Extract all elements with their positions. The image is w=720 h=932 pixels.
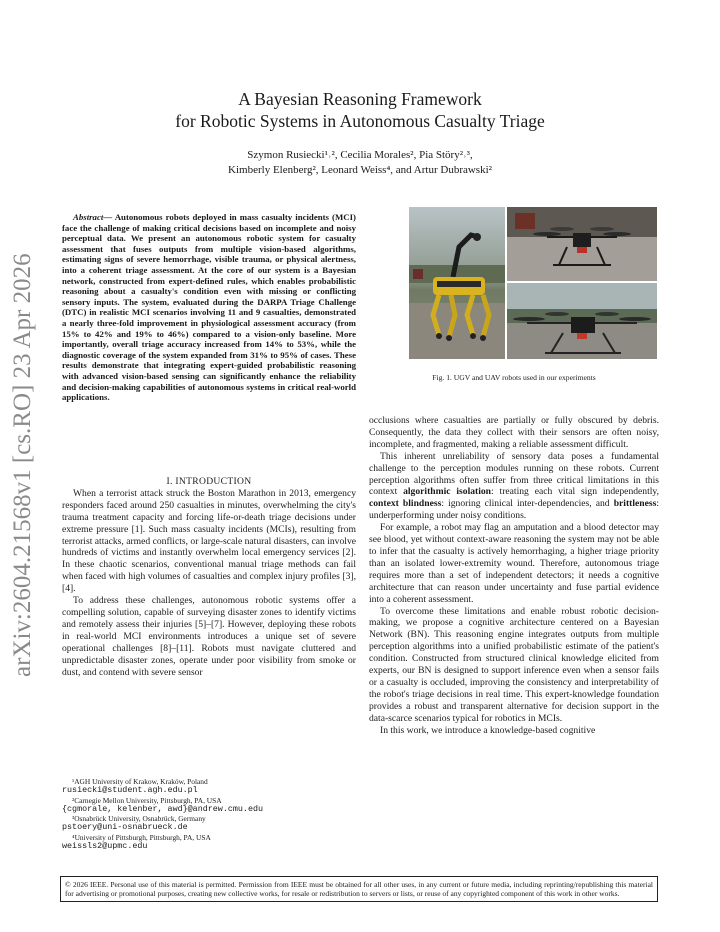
email-2: {cgmorale, kelenber, awd}@andrew.cmu.edu xyxy=(62,803,264,814)
term-algorithmic-isolation: algorithmic isolation xyxy=(403,486,492,498)
title-line-2: for Robotic Systems in Autonomous Casualty Triage xyxy=(175,111,545,131)
intro-paragraph-2: To address these challenges, autonomous robotic systems offer a compelling solution, capable of surveying disaster zones to identify victims and remotely assess their injuries [5]–[7]. However, deploying these robots in real-world MCI environments introduces a unique set of severe operational challenges [8]–[11]. Robots must navigate cluttered and unpredictable disaster zones, operate under poor visibility from smoke or dust, and contend with severe sensor xyxy=(62,595,356,678)
affiliation-4: ⁴University of Pittsburgh, Pittsburgh, PA, USA xyxy=(72,832,211,842)
right-paragraph-5: In this work, we introduce a knowledge-based cognitive xyxy=(380,724,596,736)
ugv-robot-photo xyxy=(409,207,505,359)
uav-landed-photo xyxy=(507,283,657,359)
figure-caption: Fig. 1. UGV and UAV robots used in our experiments xyxy=(432,373,596,382)
paper-title xyxy=(0,88,720,132)
title-line-1: A Bayesian Reasoning Framework xyxy=(238,89,482,109)
footnote-4 xyxy=(62,833,356,852)
affiliation-3: ³Osnabrück University, Osnabrück, Germany xyxy=(72,814,206,824)
authors-line-2: Kimberly Elenberg², Leonard Weiss⁴, and Artur Dubrawski² xyxy=(228,164,492,176)
copyright-notice: © 2026 IEEE. Personal use of this material is permitted. Permission from IEEE must be obtained for all other uses, in any current or future media, including reprinting/republishing this material for advertising or promotional purposes, creating new collective works, for resale or redistribution to servers or lists, or reuse of any copyrighted component of this work in other works. xyxy=(60,876,658,902)
footnote-1 xyxy=(62,777,356,796)
limitations-mid-1: : treating each vital sign independently, xyxy=(491,486,659,498)
affiliation-footnotes xyxy=(62,777,356,851)
footnote-2 xyxy=(62,796,356,815)
left-column xyxy=(62,476,356,678)
term-brittleness: brittleness xyxy=(613,498,657,510)
email-3: pstoery@uni-osnabrueck.de xyxy=(62,822,188,833)
abstract-paragraph xyxy=(62,212,356,403)
intro-paragraph-1: When a terrorist attack struck the Boston Marathon in 2013, emergency responders faced around 250 casualties in minutes, overwhelming the city's trauma treatment capacity and forcing life-or-death triage decisions under extreme pressure [1]. Such mass casualty incidents (MCIs), resulting from terrorist attacks, armed conflicts, or large-scale natural disasters, can involve hundreds of victims and instantly overwhelm local emergency services [2]. In these chaotic scenarios, conventional manual triage methods can fail when faced with high volumes of casualties and complex injury profiles [3], [4]. xyxy=(62,487,356,595)
term-context-blindness: context blindness xyxy=(369,498,442,510)
email-4: weissls2@upmc.edu xyxy=(62,840,148,851)
email-1: rusiecki@student.agh.edu.pl xyxy=(62,785,198,795)
author-list xyxy=(0,148,720,178)
right-column xyxy=(369,415,659,736)
arxiv-identifier: arXiv:2604.21568v1 [cs.RO] 23 Apr 2026 xyxy=(9,253,36,677)
right-paragraph-2 xyxy=(369,451,659,522)
right-paragraph-4: To overcome these limitations and enable robust robotic decision-making, we propose a cognitive architecture centered on a Bayesian Network (BN). This reasoning engine integrates outputs from multiple perception algorithms into a unified probabilistic estimate of the patient's condition. Constructed from structured clinical knowledge elicited from experts, our BN is designed to support inference even when a sensor fails or a casualty is occluded, improving the consistency and interpretability of the robot's triage decisions in real time. This expert-knowledge foundation provides a robust and transparent alternative for decision support in the data-scarce scenarios typical for robotics in MCIs. xyxy=(369,605,659,724)
limitations-end: : underperforming under noisy conditions. xyxy=(369,498,659,522)
abstract-label: Abstract xyxy=(73,212,104,222)
abstract-text: — Autonomous robots deployed in mass casualty incidents (MCI) face the challenge of making critical decisions based on incomplete and noisy perceptual data. We present an autonomous robotic system for casualty assessment that fuses outputs from multiple vision-based algorithms, estimating signs of severe hemorrhage, visible trauma, or physical alertness, into a coherent triage assessment. At the core of our system is a Bayesian network, constructed from expert-defined rules, which enables probabilistic reasoning about a casualty's condition even with missing or conflicting sensory inputs. The system, evaluated during the DARPA Triage Challenge (DTC) in realistic MCI scenarios involving 11 and 9 casualties, demonstrated a nearly three-fold improvement in physiological assessment accuracy (from 15% to 42% and 19% to 46%) compared to a vision-only baseline. More importantly, overall triage accuracy increased from 14% to 53%, while the diagnostic coverage of the system expanded from 31% to 95% of cases. These results demonstrate that integrating expert-guided probabilistic reasoning with advanced vision-based sensing can significantly enhance the reliability and decision-making capabilities of autonomous systems in critical real-world applications. xyxy=(62,212,356,403)
figure-1 xyxy=(409,207,657,359)
uav-hover-photo xyxy=(507,207,657,281)
section-heading: I. INTRODUCTION xyxy=(166,476,252,487)
authors-line-1: Szymon Rusiecki¹˒², Cecilia Morales², Pia Störy²˒³, xyxy=(247,149,473,161)
affiliation-2: ²Carnegie Mellon University, Pittsburgh, PA, USA xyxy=(72,795,222,805)
abstract xyxy=(62,212,356,403)
limitations-mid-2: : ignoring clinical inter-dependencies, and xyxy=(441,498,614,510)
affiliation-1: ¹AGH University of Krakow, Kraków, Poland xyxy=(72,777,208,786)
footnote-3 xyxy=(62,814,356,833)
right-paragraph-1: occlusions where casualties are partially or fully obscured by debris. Consequently, the data they collect with their sensors are often noisy, incomplete, and fragmented, making a reliable assessment difficult. xyxy=(369,415,659,450)
limitations-intro: This inherent unreliability of sensory data poses a fundamental challenge to the perception modules running on these robots. Current perception algorithms often suffer from three critical limitations in this context xyxy=(369,450,659,498)
right-paragraph-3: For example, a robot may flag an amputation and a blood detector may see blood, yet without context-aware reasoning the system may not be able to infer that the casualty is actively hemorrhaging, a higher triage priority than an isolated lower-extremity wound. Therefore, autonomous triage requires more than a set of independent detectors; it needs a cognitive architecture that can reason under uncertainty and fuse partial evidence into a coherent assessment. xyxy=(369,522,659,605)
